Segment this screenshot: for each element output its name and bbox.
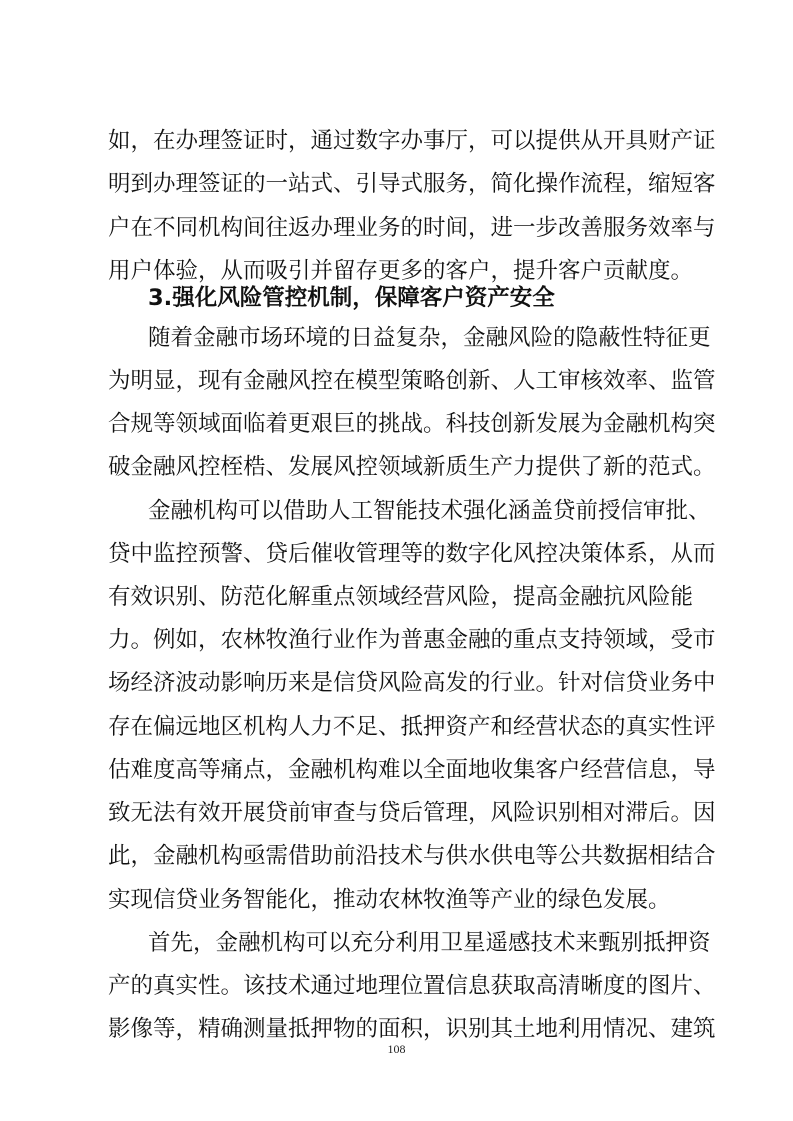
body-text-line: 估难度高等痛点，金融机构难以全面地收集客户经营信息，导 — [108, 757, 716, 783]
body-text-line: 场经济波动影响历来是信贷风险高发的行业。针对信贷业务中 — [108, 670, 716, 696]
body-text-line: 致无法有效开展贷前审查与贷后管理，风险识别相对滞后。因 — [108, 800, 716, 826]
body-text-line: 金融机构可以借助人工智能技术强化涵盖贷前授信审批、 — [148, 498, 711, 524]
body-text-line: 如，在办理签证时，通过数字办事厅，可以提供从开具财产证 — [108, 128, 716, 154]
section-heading: 3.强化风险管控机制，保障客户资产安全 — [148, 285, 555, 311]
body-text-line: 破金融风控桎梏、发展风控领域新质生产力提供了新的范式。 — [108, 454, 716, 480]
body-text-line: 此，金融机构亟需借助前沿技术与供水供电等公共数据相结合 — [108, 843, 716, 869]
body-text-line: 随着金融市场环境的日益复杂，金融风险的隐蔽性特征更 — [148, 325, 711, 351]
body-text-line: 明到办理签证的一站式、引导式服务，简化操作流程，缩短客 — [108, 171, 716, 197]
body-text-line: 产的真实性。该技术通过地理位置信息获取高清晰度的图片、 — [108, 973, 716, 999]
page-number: 108 — [387, 1042, 406, 1056]
body-text-line: 实现信贷业务智能化，推动农林牧渔等产业的绿色发展。 — [108, 887, 671, 913]
body-text-line: 贷中监控预警、贷后催收管理等的数字化风控决策体系，从而 — [108, 541, 716, 567]
body-text-line: 合规等领域面临着更艰巨的挑战。科技创新发展为金融机构突 — [108, 411, 716, 437]
body-text-line: 有效识别、防范化解重点领域经营风险，提高金融抗风险能 — [108, 584, 694, 610]
body-text-line: 为明显，现有金融风控在模型策略创新、人工审核效率、监管 — [108, 368, 716, 394]
body-text-line: 存在偏远地区机构人力不足、抵押资产和经营状态的真实性评 — [108, 714, 716, 740]
body-text-line: 首先，金融机构可以充分利用卫星遥感技术来甄别抵押资 — [148, 930, 711, 956]
body-text-line: 户在不同机构间往返办理业务的时间，进一步改善服务效率与 — [108, 215, 716, 241]
body-text-line: 影像等，精确测量抵押物的面积，识别其土地利用情况、建筑 — [108, 1016, 716, 1042]
body-text-line: 用户体验，从而吸引并留存更多的客户，提升客户贡献度。 — [108, 258, 694, 284]
body-text-line: 力。例如，农林牧渔行业作为普惠金融的重点支持领域，受市 — [108, 627, 716, 653]
